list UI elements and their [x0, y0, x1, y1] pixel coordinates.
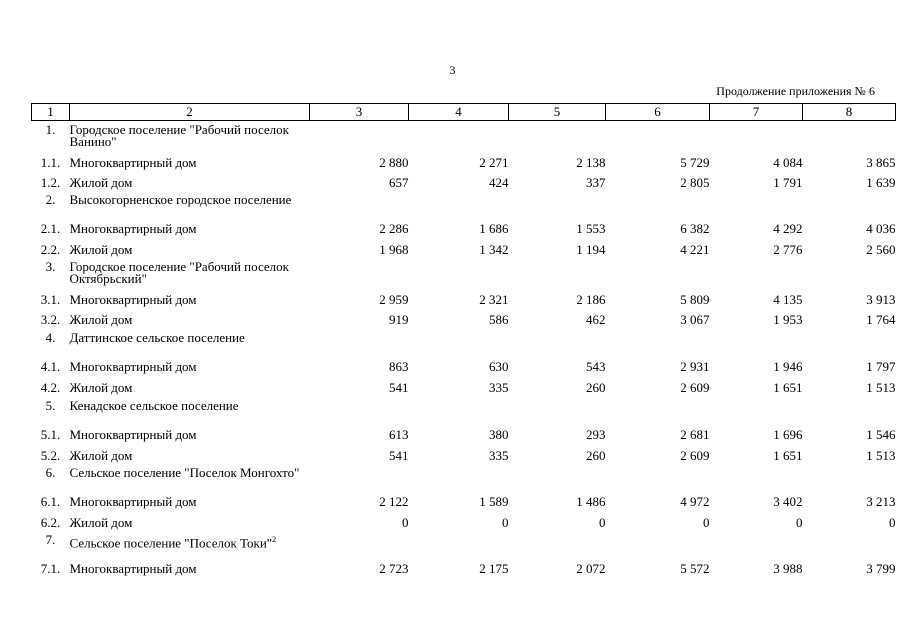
value-cell: 4 036: [866, 221, 896, 237]
housing-type: Многоквартирный дом: [69, 154, 197, 170]
column-header: 1: [32, 104, 70, 121]
column-header: 5: [509, 104, 606, 121]
value-cell: 1 764: [866, 312, 896, 328]
value-cell: 2 931: [680, 359, 710, 375]
value-cell: 260: [586, 379, 606, 395]
value-cell: 4 135: [773, 291, 803, 307]
footnote-marker: 2: [272, 534, 277, 544]
section-row: [32, 396, 896, 423]
value-cell: 335: [489, 379, 509, 395]
value-cell: 380: [489, 427, 509, 443]
table-row: [32, 237, 896, 258]
empty-cell: [710, 258, 803, 287]
settlement-name-text: Кенадское сельское поселение: [69, 397, 239, 413]
value-cell: 2 122: [379, 493, 409, 509]
value-cell: 1 342: [479, 241, 509, 257]
value-cell: 5 572: [680, 560, 710, 576]
value-cell: 337: [586, 175, 606, 191]
empty-cell: [509, 464, 606, 490]
empty-cell: [803, 328, 896, 355]
value-cell: 1 696: [773, 427, 803, 443]
settlement-name-text: Городское поселение "Рабочий поселок Ванино": [69, 122, 289, 149]
value-cell: 462: [586, 312, 606, 328]
empty-cell: [310, 531, 409, 557]
empty-cell: [710, 191, 803, 217]
row-number: 3.: [45, 258, 56, 274]
column-header: 4: [409, 104, 509, 121]
empty-cell: [310, 121, 409, 151]
settlement-name: [70, 464, 310, 490]
value-cell: 2 776: [773, 241, 803, 257]
empty-cell: [803, 396, 896, 423]
value-cell: 2 321: [479, 291, 509, 307]
empty-cell: [409, 328, 509, 355]
value-cell: 0: [796, 514, 803, 530]
empty-cell: [509, 191, 606, 217]
empty-cell: [803, 531, 896, 557]
table-row: [32, 556, 896, 577]
row-number: 5.1.: [40, 427, 61, 443]
section-row: [32, 258, 896, 287]
empty-cell: [803, 258, 896, 287]
housing-type: Жилой дом: [69, 241, 133, 257]
table-body: [32, 121, 896, 577]
value-cell: 2 609: [680, 447, 710, 463]
value-cell: 5 809: [680, 291, 710, 307]
value-cell: 3 988: [773, 560, 803, 576]
value-cell: 3 067: [680, 312, 710, 328]
settlement-name: [70, 396, 310, 423]
settlement-name: [70, 121, 310, 151]
value-cell: 1 797: [866, 359, 896, 375]
value-cell: 0: [502, 514, 509, 530]
value-cell: 1 946: [773, 359, 803, 375]
value-cell: 2 805: [680, 175, 710, 191]
value-cell: 541: [389, 379, 409, 395]
empty-cell: [409, 121, 509, 151]
value-cell: 2 609: [680, 379, 710, 395]
section-row: [32, 464, 896, 490]
row-number: 1.2.: [40, 175, 61, 191]
settlement-name: [70, 328, 310, 355]
value-cell: 2 186: [576, 291, 606, 307]
value-cell: 613: [389, 427, 409, 443]
value-cell: 919: [389, 312, 409, 328]
value-cell: 4 292: [773, 221, 803, 237]
row-number: 2.2.: [40, 241, 61, 257]
value-cell: 0: [889, 514, 896, 530]
empty-cell: [710, 328, 803, 355]
value-cell: 543: [586, 359, 606, 375]
empty-cell: [606, 531, 710, 557]
empty-cell: [710, 396, 803, 423]
housing-type: Многоквартирный дом: [69, 427, 197, 443]
settlement-name-text: Сельское поселение "Поселок Токи": [69, 534, 273, 550]
empty-cell: [803, 121, 896, 151]
row-number: 7.1.: [40, 560, 61, 576]
empty-cell: [606, 258, 710, 287]
row-number: 5.2.: [40, 447, 61, 463]
value-cell: 0: [599, 514, 606, 530]
housing-type: Многоквартирный дом: [69, 560, 197, 576]
empty-cell: [409, 258, 509, 287]
settlement-name: [70, 191, 310, 217]
column-header: 3: [310, 104, 409, 121]
empty-cell: [509, 121, 606, 151]
empty-cell: [409, 531, 509, 557]
value-cell: 1 194: [576, 241, 606, 257]
settlement-name: [70, 531, 310, 557]
value-cell: 1 968: [379, 241, 409, 257]
empty-cell: [409, 464, 509, 490]
value-cell: 0: [703, 514, 710, 530]
empty-cell: [606, 328, 710, 355]
value-cell: 2 175: [479, 560, 509, 576]
value-cell: 1 486: [576, 493, 606, 509]
value-cell: 630: [489, 359, 509, 375]
empty-cell: [509, 328, 606, 355]
housing-type: Жилой дом: [69, 447, 133, 463]
row-number: 2.1.: [40, 221, 61, 237]
value-cell: 2 681: [680, 427, 710, 443]
empty-cell: [509, 396, 606, 423]
housing-type: Многоквартирный дом: [69, 221, 197, 237]
value-cell: 424: [489, 175, 509, 191]
section-row: [32, 531, 896, 557]
section-row: [32, 328, 896, 355]
value-cell: 4 972: [680, 493, 710, 509]
empty-cell: [710, 531, 803, 557]
row-number: 6.: [45, 464, 56, 480]
empty-cell: [509, 258, 606, 287]
empty-cell: [710, 464, 803, 490]
table-row: [32, 375, 896, 396]
value-cell: 1 686: [479, 221, 509, 237]
empty-cell: [310, 396, 409, 423]
tariff-table: [31, 103, 896, 577]
empty-cell: [310, 464, 409, 490]
appendix-continuation-label: Продолжение приложения № 6: [716, 84, 875, 98]
value-cell: 863: [389, 359, 409, 375]
empty-cell: [509, 531, 606, 557]
empty-cell: [310, 258, 409, 287]
value-cell: 1 589: [479, 493, 509, 509]
page-number: 3: [449, 63, 456, 77]
row-number: 4.2.: [40, 379, 61, 395]
table-row: [32, 287, 896, 308]
row-number: 7.: [45, 531, 56, 547]
section-row: [32, 191, 896, 217]
value-cell: 2 271: [479, 154, 509, 170]
value-cell: 3 213: [866, 493, 896, 509]
section-row: [32, 121, 896, 151]
empty-cell: [710, 121, 803, 151]
value-cell: 2 072: [576, 560, 606, 576]
value-cell: 2 880: [379, 154, 409, 170]
housing-type: Многоквартирный дом: [69, 359, 197, 375]
settlement-name: [70, 258, 310, 287]
value-cell: 541: [389, 447, 409, 463]
table-row: [32, 150, 896, 171]
table-row: [32, 217, 896, 238]
value-cell: 4 221: [680, 241, 710, 257]
row-number: 5.: [45, 397, 56, 413]
value-cell: 0: [402, 514, 409, 530]
empty-cell: [606, 464, 710, 490]
empty-cell: [409, 191, 509, 217]
value-cell: 657: [389, 175, 409, 191]
value-cell: 2 723: [379, 560, 409, 576]
value-cell: 1 651: [773, 379, 803, 395]
value-cell: 260: [586, 447, 606, 463]
housing-type: Жилой дом: [69, 312, 133, 328]
value-cell: 1 513: [866, 447, 896, 463]
settlement-name-text: Сельское поселение "Поселок Монгохто": [69, 464, 300, 480]
value-cell: 1 639: [866, 175, 896, 191]
row-number: 3.2.: [40, 312, 61, 328]
empty-cell: [310, 328, 409, 355]
value-cell: 2 286: [379, 221, 409, 237]
column-header: 6: [606, 104, 710, 121]
column-header: 2: [70, 104, 310, 121]
empty-cell: [606, 191, 710, 217]
housing-type: Жилой дом: [69, 514, 133, 530]
row-number: 4.: [45, 330, 56, 346]
column-header: 7: [710, 104, 803, 121]
value-cell: 335: [489, 447, 509, 463]
row-number: 4.1.: [40, 359, 61, 375]
row-number: 1.: [45, 122, 56, 137]
housing-type: Жилой дом: [69, 175, 133, 191]
row-number: 2.: [45, 192, 56, 208]
table-row: [32, 489, 896, 510]
row-number: 6.1.: [40, 493, 61, 509]
table-header-row: [32, 104, 896, 121]
empty-cell: [606, 396, 710, 423]
value-cell: 3 402: [773, 493, 803, 509]
empty-cell: [803, 191, 896, 217]
value-cell: 1 546: [866, 427, 896, 443]
value-cell: 1 651: [773, 447, 803, 463]
column-header: 8: [803, 104, 896, 121]
housing-type: Жилой дом: [69, 379, 133, 395]
value-cell: 1 553: [576, 221, 606, 237]
settlement-name-text: Даттинское сельское поселение: [69, 330, 245, 346]
table-row: [32, 171, 896, 192]
value-cell: 1 513: [866, 379, 896, 395]
value-cell: 2 959: [379, 291, 409, 307]
table-row: [32, 308, 896, 329]
empty-cell: [606, 121, 710, 151]
value-cell: 3 799: [866, 560, 896, 576]
value-cell: 586: [489, 312, 509, 328]
row-number: 6.2.: [40, 514, 61, 530]
settlement-name-text: Городское поселение "Рабочий поселок Октябрьский": [69, 258, 289, 286]
table-row: [32, 510, 896, 531]
table-row: [32, 443, 896, 464]
value-cell: 3 865: [866, 154, 896, 170]
value-cell: 1 791: [773, 175, 803, 191]
housing-type: Многоквартирный дом: [69, 291, 197, 307]
settlement-name-text: Высокогорненское городское поселение: [69, 192, 292, 208]
empty-cell: [310, 191, 409, 217]
value-cell: 1 953: [773, 312, 803, 328]
row-number: 1.1.: [40, 154, 61, 170]
value-cell: 5 729: [680, 154, 710, 170]
value-cell: 2 138: [576, 154, 606, 170]
value-cell: 4 084: [773, 154, 803, 170]
table-row: [32, 423, 896, 444]
table-row: [32, 355, 896, 376]
value-cell: 2 560: [866, 241, 896, 257]
value-cell: 6 382: [680, 221, 710, 237]
row-number: 3.1.: [40, 291, 61, 307]
empty-cell: [409, 396, 509, 423]
value-cell: 293: [586, 427, 606, 443]
value-cell: 3 913: [866, 291, 896, 307]
empty-cell: [803, 464, 896, 490]
housing-type: Многоквартирный дом: [69, 493, 197, 509]
